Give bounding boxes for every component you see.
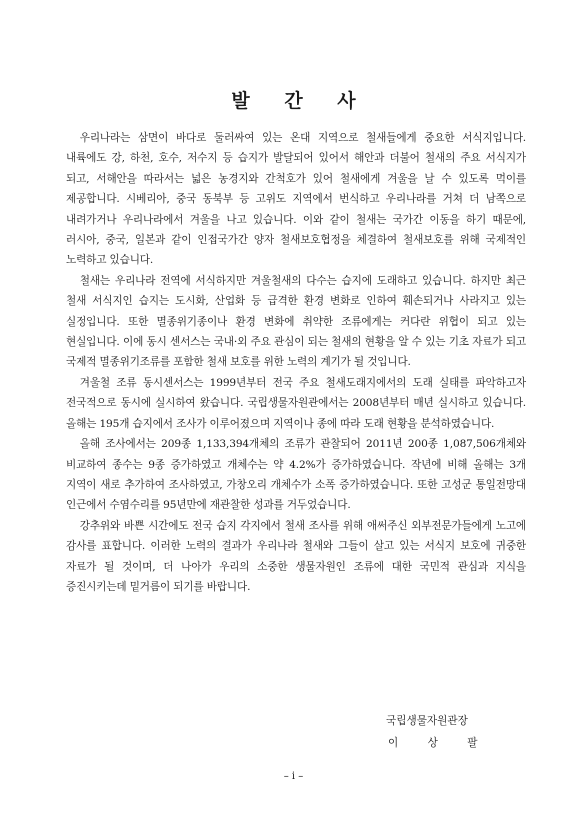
document-body bbox=[66, 128, 526, 597]
signature-organization: 국립생물자원관장 bbox=[386, 715, 468, 727]
paragraph-5: 강추위와 바쁜 시간에도 전국 습지 각지에서 철새 조사를 위해 애써주신 외부전문가들에게 노고에 감사를 표합니다. 이러한 노력의 결과가 우리나라 철새와 그들이 살고 있는 서식지 보호에 귀중한 자료가 될 것이며, 더 나아가 우리의 소중한 생물자원인 조류에 대한 국민적 관심과 지식을 증진시키는데 밑거름이 되기를 바랍니다. bbox=[66, 519, 526, 593]
paragraph-4: 올해 조사에서는 209종 1,133,394개체의 조류가 관찰되어 2011년 200종 1,087,506개체와 비교하여 종수는 9종 증가하였고 개체수는 약 4.2%가 증가하였습니다. 작년에 비해 올해는 3개 지역이 새로 추가하여 조사하였고, 가창오리 개체수가 소폭 증가하였습니다. 또한 고성군 통일전망대 인근에서 수염수리를 95년만에 재관찰한 성과를 거두었습니다. bbox=[66, 438, 526, 512]
paragraph-2: 철새는 우리나라 전역에 서식하지만 겨울철새의 다수는 습지에 도래하고 있습니다. 하지만 최근 철새 서식지인 습지는 도시화, 산업화 등 급격한 환경 변화로 인하여 훼손되거나 사라지고 있는 실정입니다. 또한 멸종위기종이나 환경 변화에 취약한 조류에게는 커다란 위협이 되고 있는 현실입니다. 이에 동시 센서스는 국내·외 주요 관심이 되는 철새의 현황을 알 수 있는 기초 자료가 되고 국제적 멸종위기조류를 포함한 철새 보호를 위한 노력의 계기가 될 것입니다. bbox=[66, 274, 526, 369]
page-title: 발 간 사 bbox=[231, 90, 370, 112]
paragraph-1: 우리나라는 삼면이 바다로 둘러싸여 있는 온대 지역으로 철새들에게 중요한 서식지입니다. 내륙에도 강, 하천, 호수, 저수지 등 습지가 발달되어 있어서 해안과 더불어 철새의 주요 서식지가 되고, 서해안을 따라서는 넓은 농경지와 간척호가 있어 철새에게 겨울을 날 수 있도록 먹이를 제공합니다. 시베리아, 중국 동북부 등 고위도 지역에서 번식하고 우리나라를 거쳐 더 남쪽으로 내려가거나 우리나라에서 겨울을 나고 있습니다. 이와 같이 철새는 국가간 이동을 하기 때문에, 러시아, 중국, 일본과 같이 인접국가간 양자 철새보호협정을 체결하여 철새보호를 위해 국제적인 노력하고 있습니다. bbox=[66, 132, 526, 267]
paragraph-3: 겨울철 조류 동시센서스는 1999년부터 전국 주요 철새도래지에서의 도래 실태를 파악하고자 전국적으로 동시에 실시하여 왔습니다. 국립생물자원관에서는 2008년부터 매년 실시하고 있습니다. 올해는 195개 습지에서 조사가 이루어졌으며 지역이나 종에 따라 도래 현황을 분석하였습니다. bbox=[66, 376, 526, 430]
signature-name: 이 상 팔 bbox=[388, 737, 478, 749]
page-number: – i – bbox=[283, 771, 304, 782]
signature-block bbox=[386, 710, 516, 754]
